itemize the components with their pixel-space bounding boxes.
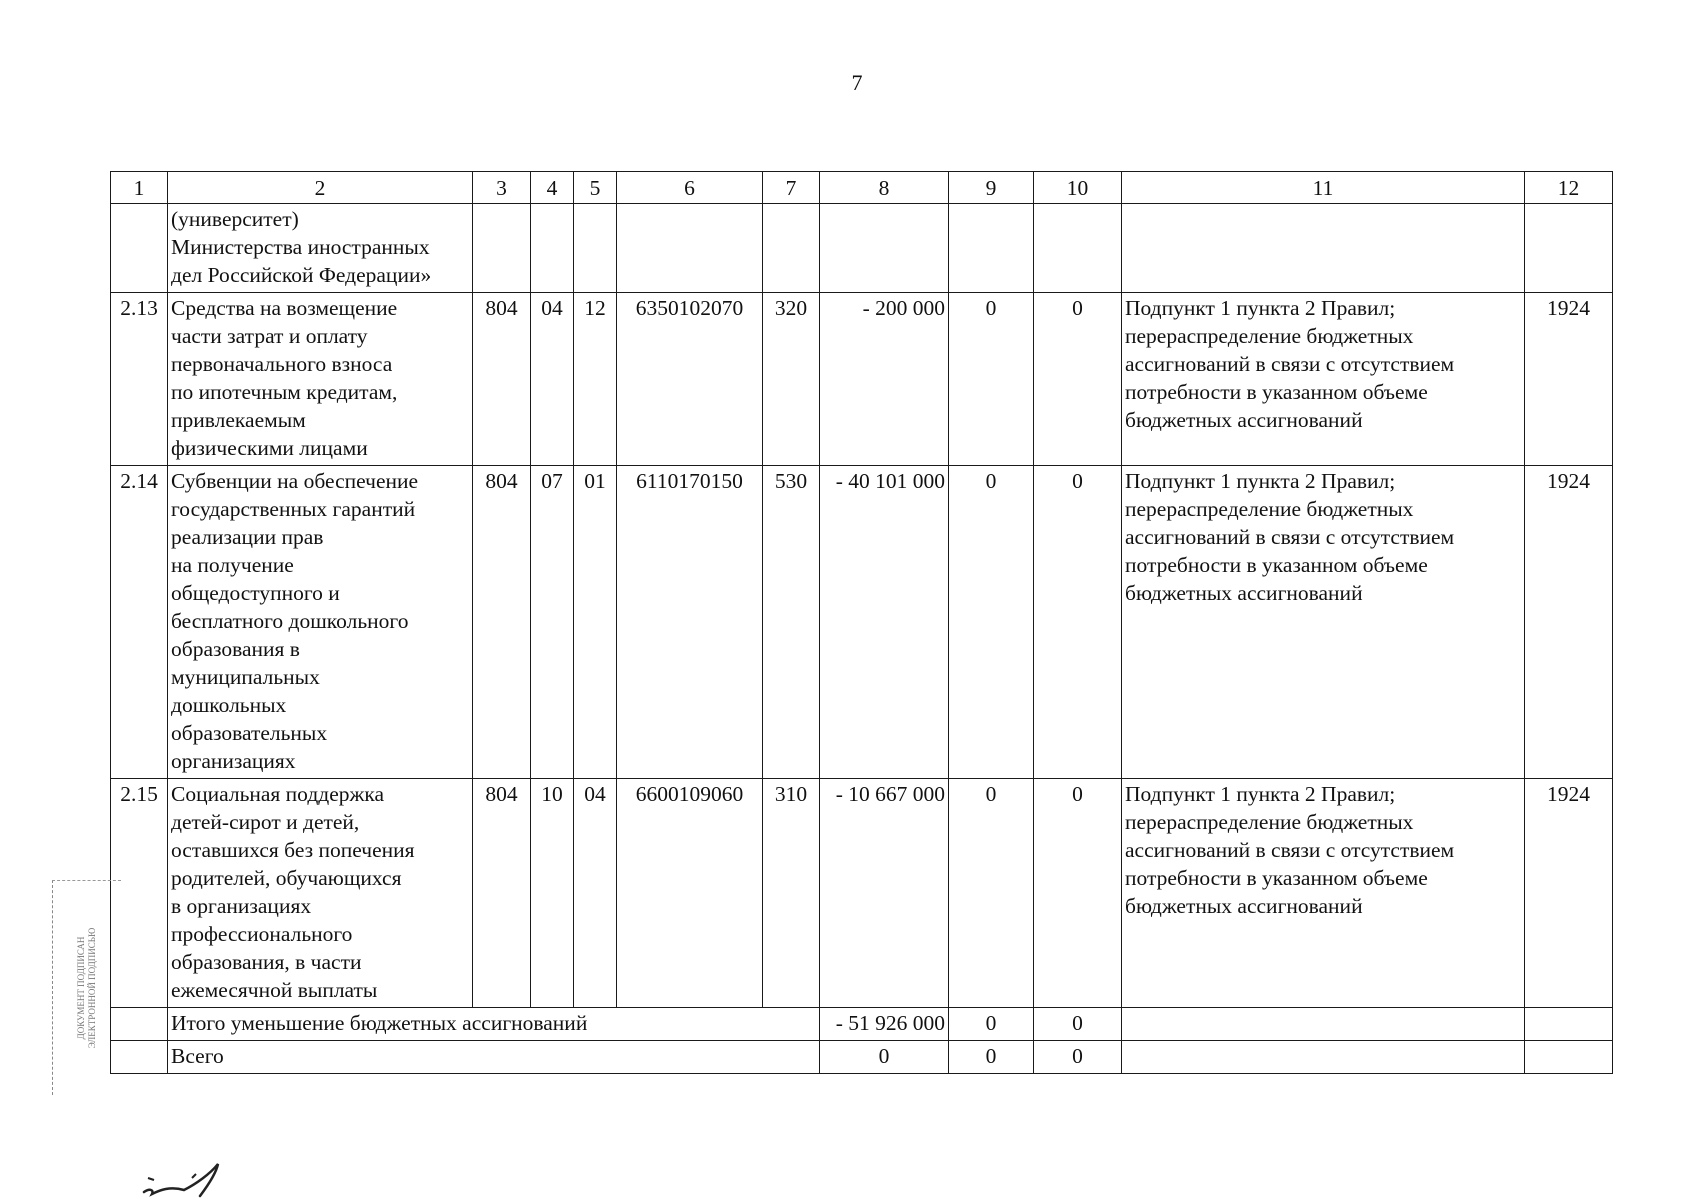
description-line: детей-сирот и детей,: [171, 810, 360, 834]
description-line: организациях: [171, 749, 296, 773]
ministry-code: 804: [473, 466, 531, 779]
row-number: 2.14: [111, 466, 168, 779]
description-line: дошкольных: [171, 693, 287, 717]
basis-line: бюджетных ассигнований: [1125, 894, 1363, 918]
table-row: [111, 466, 1613, 779]
total-decrease-column-9: 0: [949, 1008, 1034, 1041]
grand-total-column-10: 0: [1034, 1041, 1122, 1074]
amount-change: - 200 000: [820, 293, 949, 466]
side-stamp: [52, 880, 121, 1095]
stamp-text: [76, 886, 98, 1090]
description-line: ежемесячной выплаты: [171, 978, 378, 1002]
description-line: государственных гарантий: [171, 497, 416, 521]
amount-change: - 10 667 000: [820, 779, 949, 1008]
subsection-code: 04: [574, 779, 617, 1008]
legal-basis: [1122, 293, 1525, 466]
basis-line: ассигнований в связи с отсутствием: [1125, 525, 1455, 549]
column-number: 1: [111, 172, 168, 204]
target-article-code: 6350102070: [617, 293, 763, 466]
amount-change: - 40 101 000: [820, 466, 949, 779]
basis-line: Подпункт 1 пункта 2 Правил;: [1125, 296, 1396, 320]
description-line: муниципальных: [171, 665, 320, 689]
subsection-code: 01: [574, 466, 617, 779]
description-line: профессионального: [171, 922, 353, 946]
expense-type-code: 530: [763, 466, 820, 779]
grand-total-amount: 0: [820, 1041, 949, 1074]
subsection-code: 12: [574, 293, 617, 466]
basis-line: ассигнований в связи с отсутствием: [1125, 352, 1455, 376]
amount-column-9: 0: [949, 466, 1034, 779]
grand-total-label: Всего: [168, 1041, 820, 1074]
description-line: физическими лицами: [171, 436, 368, 460]
section-code: 10: [531, 779, 574, 1008]
description-line: первоначального взноса: [171, 352, 393, 376]
column-number: 11: [1122, 172, 1525, 204]
basis-line: Подпункт 1 пункта 2 Правил;: [1125, 469, 1396, 493]
column-number: 3: [473, 172, 531, 204]
row-description: [168, 204, 473, 293]
column-number: 6: [617, 172, 763, 204]
target-article-code: 6600109060: [617, 779, 763, 1008]
total-decrease-column-10: 0: [1034, 1008, 1122, 1041]
grand-total-column-9: 0: [949, 1041, 1034, 1074]
row-description: [168, 779, 473, 1008]
description-line: на получение: [171, 553, 294, 577]
ministry-code: 804: [473, 779, 531, 1008]
description-line: Субвенции на обеспечение: [171, 469, 419, 493]
amount-column-9: 0: [949, 779, 1034, 1008]
description-line: Министерства иностранных: [171, 235, 430, 259]
column-number: 2: [168, 172, 473, 204]
signature: [140, 1160, 250, 1200]
basis-line: Подпункт 1 пункта 2 Правил;: [1125, 782, 1396, 806]
description-line: дел Российской Федерации»: [171, 263, 432, 287]
amount-column-10: 0: [1034, 779, 1122, 1008]
column-number: 12: [1525, 172, 1613, 204]
page-number: 7: [851, 70, 863, 95]
total-decrease-label: Итого уменьшение бюджетных ассигнований: [168, 1008, 820, 1041]
description-line: образования, в части: [171, 950, 362, 974]
expense-type-code: 310: [763, 779, 820, 1008]
row-number: 2.13: [111, 293, 168, 466]
row-description: [168, 293, 473, 466]
code-column-12: 1924: [1525, 293, 1613, 466]
amount-column-10: 0: [1034, 293, 1122, 466]
description-line: оставшихся без попечения: [171, 838, 415, 862]
description-line: бесплатного дошкольного: [171, 609, 409, 633]
description-line: образования в: [171, 637, 300, 661]
basis-line: перераспределение бюджетных: [1125, 324, 1414, 348]
target-article-code: 6110170150: [617, 466, 763, 779]
section-code: 04: [531, 293, 574, 466]
basis-line: бюджетных ассигнований: [1125, 581, 1363, 605]
stamp-line: ДОКУМЕНТ ПОДПИСАН: [76, 936, 86, 1040]
description-line: (университет): [171, 207, 299, 231]
row-number: 2.15: [111, 779, 168, 1008]
table-row: [111, 293, 1613, 466]
basis-line: потребности в указанном объеме: [1125, 380, 1428, 404]
basis-line: потребности в указанном объеме: [1125, 866, 1428, 890]
description-line: общедоступного и: [171, 581, 340, 605]
description-line: образовательных: [171, 721, 328, 745]
continuation-row: [111, 204, 1613, 293]
amount-column-10: 0: [1034, 466, 1122, 779]
basis-line: перераспределение бюджетных: [1125, 810, 1414, 834]
description-line: части затрат и оплату: [171, 324, 368, 348]
description-line: реализации прав: [171, 525, 324, 549]
expense-type-code: 320: [763, 293, 820, 466]
column-number: 7: [763, 172, 820, 204]
description-line: родителей, обучающихся: [171, 866, 402, 890]
column-number-row: [111, 172, 1613, 204]
legal-basis: [1122, 466, 1525, 779]
total-decrease-amount: - 51 926 000: [820, 1008, 949, 1041]
description-line: привлекаемым: [171, 408, 306, 432]
description-line: по ипотечным кредитам,: [171, 380, 398, 404]
basis-line: перераспределение бюджетных: [1125, 497, 1414, 521]
description-line: в организациях: [171, 894, 312, 918]
column-number: 8: [820, 172, 949, 204]
description-line: Социальная поддержка: [171, 782, 385, 806]
total-decrease-row: [111, 1008, 1613, 1041]
legal-basis: [1122, 779, 1525, 1008]
stamp-line: ЭЛЕКТРОННОЙ ПОДПИСЬЮ: [87, 927, 97, 1049]
amount-column-9: 0: [949, 293, 1034, 466]
section-code: 07: [531, 466, 574, 779]
column-number: 10: [1034, 172, 1122, 204]
description-line: Средства на возмещение: [171, 296, 398, 320]
column-number: 4: [531, 172, 574, 204]
code-column-12: 1924: [1525, 779, 1613, 1008]
row-description: [168, 466, 473, 779]
grand-total-row: [111, 1041, 1613, 1074]
code-column-12: 1924: [1525, 466, 1613, 779]
basis-line: ассигнований в связи с отсутствием: [1125, 838, 1455, 862]
column-number: 9: [949, 172, 1034, 204]
basis-line: потребности в указанном объеме: [1125, 553, 1428, 577]
ministry-code: 804: [473, 293, 531, 466]
table-row: [111, 779, 1613, 1008]
budget-reallocation-table: [110, 171, 1613, 1074]
basis-line: бюджетных ассигнований: [1125, 408, 1363, 432]
column-number: 5: [574, 172, 617, 204]
